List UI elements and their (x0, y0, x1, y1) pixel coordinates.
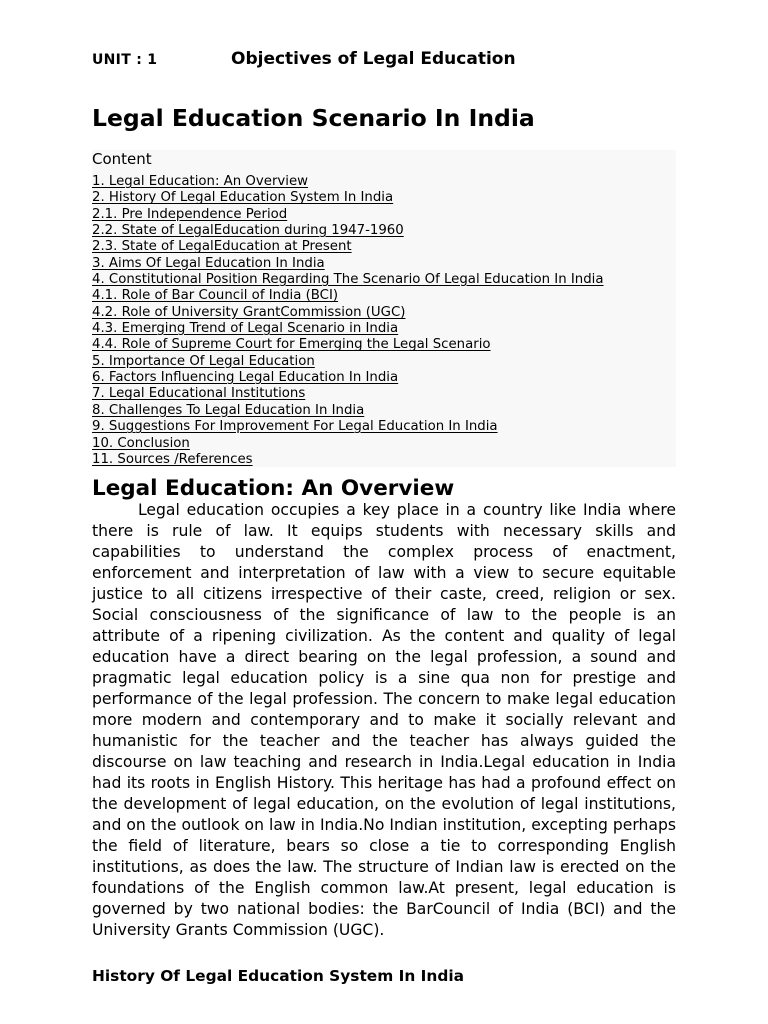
toc-item (92, 239, 604, 255)
toc-link-11[interactable]: 11. Sources /References (92, 451, 253, 467)
toc-link-6[interactable]: 6. Factors Influencing Legal Education In India (92, 370, 399, 386)
toc-item (92, 207, 604, 223)
toc-item (92, 370, 604, 386)
toc-item (92, 403, 604, 419)
toc-item (92, 174, 604, 190)
toc-link-2-1[interactable]: 2.1. Pre Independence Period (92, 206, 288, 222)
toc-item (92, 272, 604, 288)
toc-link-5[interactable]: 5. Importance Of Legal Education (92, 353, 315, 369)
toc-item (92, 452, 604, 468)
toc-link-4-3[interactable]: 4.3. Emerging Trend of Legal Scenario in India (92, 321, 399, 337)
toc-link-9[interactable]: 9. Suggestions For Improvement For Legal Education In India (92, 419, 498, 435)
toc-link-3[interactable]: 3. Aims Of Legal Education In India (92, 255, 325, 271)
toc-link-4-1[interactable]: 4.1. Role of Bar Council of India (BCI) (92, 288, 339, 304)
unit-title: Objectives of Legal Education (231, 49, 516, 69)
toc-link-8[interactable]: 8. Challenges To Legal Education In India (92, 402, 365, 418)
toc-item (92, 190, 604, 206)
toc-item (92, 354, 604, 370)
page-title: Legal Education Scenario In India (92, 104, 535, 132)
toc-link-7[interactable]: 7. Legal Educational Institutions (92, 386, 306, 402)
section-heading-overview: Legal Education: An Overview (92, 476, 455, 501)
unit-label: UNIT : 1 (92, 52, 158, 68)
toc-link-4[interactable]: 4. Constitutional Position Regarding The Scenario Of Legal Education In India (92, 272, 604, 288)
toc-item (92, 419, 604, 435)
toc-link-2-2[interactable]: 2.2. State of LegalEducation during 1947-1960 (92, 223, 404, 239)
toc-link-10[interactable]: 10. Conclusion (92, 435, 190, 451)
toc-item (92, 436, 604, 452)
overview-paragraph: Legal education occupies a key place in a country like India where there is rule of law. It equips students with necessary skills and capabilities to understand the complex process of enactment, enforcement and interpretation of law with a view to secure equitable justice to all citizens irrespective of their caste, creed, religion or sex. Social consciousness of the significance of law to the people is an attribute of a ripening civilization. As the content and quality of legal education have a direct bearing on the legal profession, a sound and pragmatic legal education policy is a sine qua non for prestige and performance of the legal profession. The concern to make legal education more modern and contemporary and to make it socially relevant and humanistic for the teacher and the teacher has always guided the discourse on law teaching and research in India.Legal education in India had its roots in English History. This heritage has had a profound effect on the development of legal education, on the evolution of legal institutions, and on the outlook on law in India.No Indian institution, excepting perhaps the field of literature, bears so close a tie to corresponding English institutions, as does the law. The structure of Indian law is erected on the foundations of the English common law.At present, legal education is governed by two national bodies: the BarCouncil of India (BCI) and the University Grants Commission (UGC). (92, 501, 676, 939)
toc-item (92, 386, 604, 402)
section-heading-history: History Of Legal Education System In India (92, 967, 465, 985)
toc-item (92, 337, 604, 353)
toc-link-1[interactable]: 1. Legal Education: An Overview (92, 174, 309, 189)
toc-link-2[interactable]: 2. History Of Legal Education System In India (92, 190, 394, 206)
toc-link-2-3[interactable]: 2.3. State of LegalEducation at Present (92, 239, 352, 255)
toc-link-4-2[interactable]: 4.2. Role of University GrantCommission (UGC) (92, 304, 406, 320)
toc-item (92, 321, 604, 337)
toc-heading: Content (92, 150, 152, 168)
toc-item (92, 256, 604, 272)
unit-header (92, 49, 676, 71)
toc-link-4-4[interactable]: 4.4. Role of Supreme Court for Emerging the Legal Scenario (92, 337, 491, 353)
toc-item (92, 223, 604, 239)
table-of-contents (92, 150, 676, 467)
toc-item (92, 288, 604, 304)
toc-list (92, 174, 604, 468)
toc-item (92, 305, 604, 321)
